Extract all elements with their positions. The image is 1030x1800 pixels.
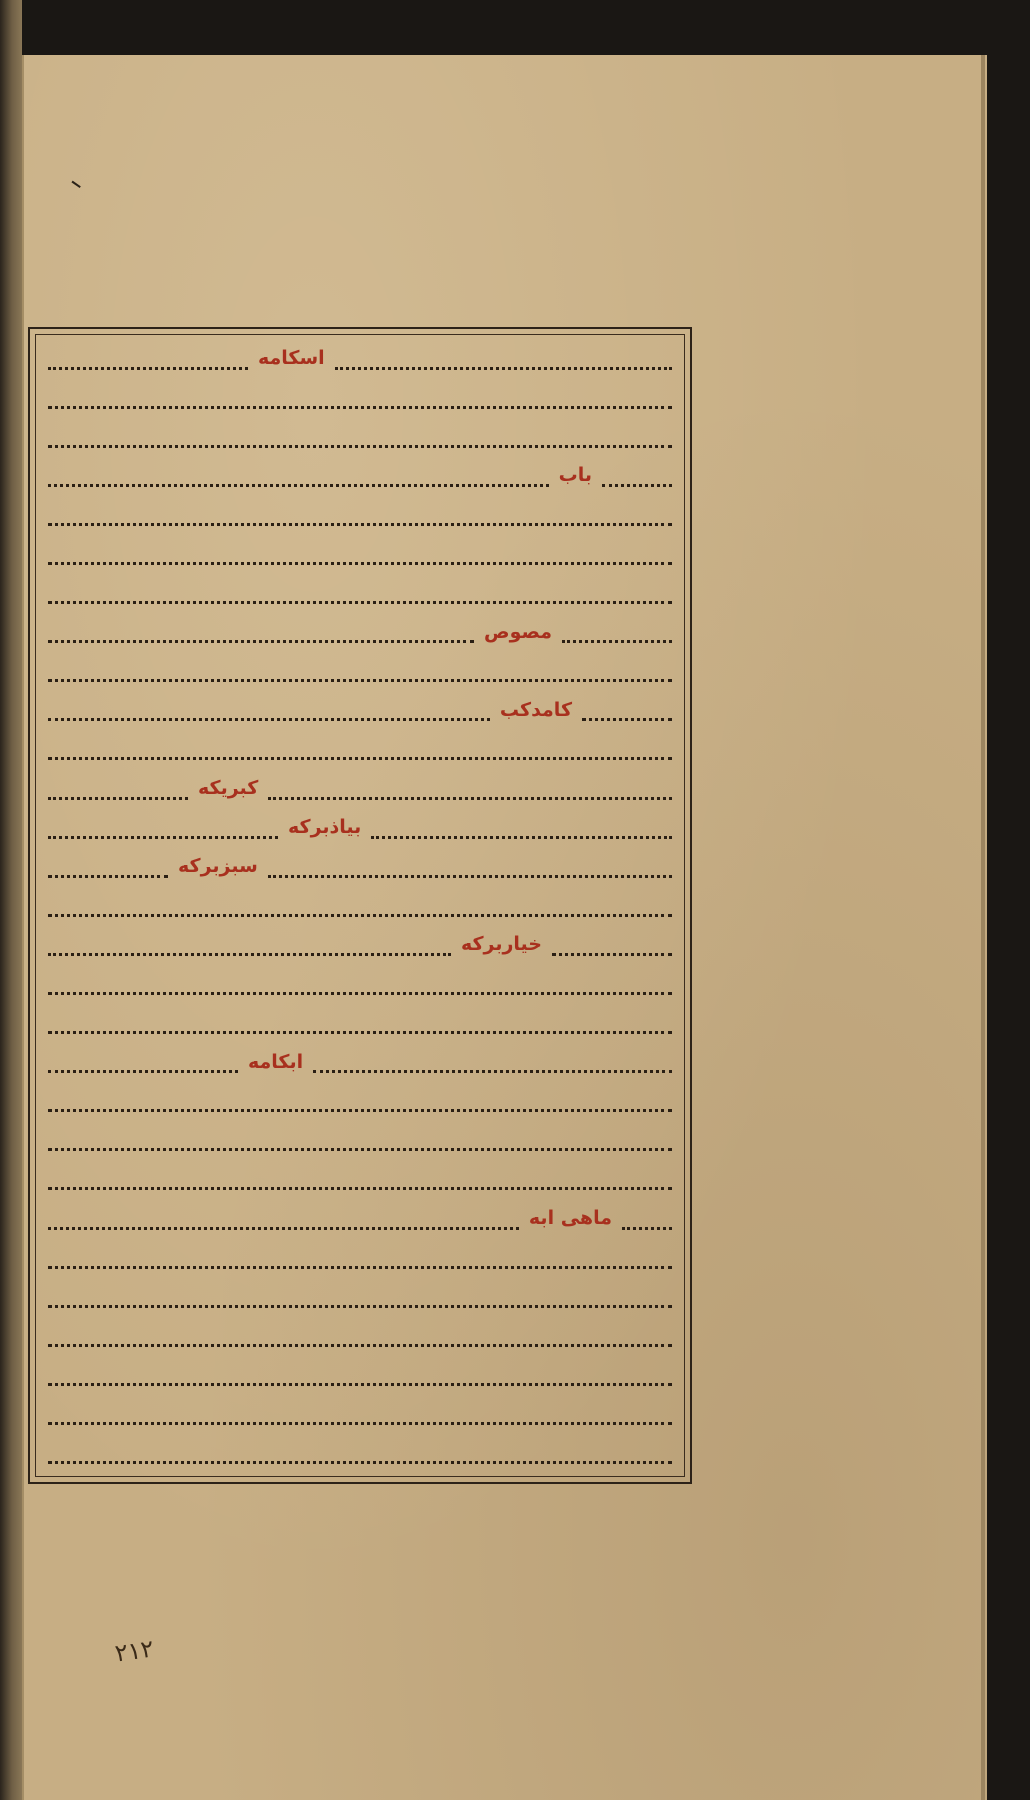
text-line xyxy=(48,380,672,414)
text-line xyxy=(48,1084,672,1118)
text-line xyxy=(48,693,672,727)
rubric-heading: کبریکه xyxy=(198,777,259,800)
text-line xyxy=(48,967,672,1001)
book-gutter xyxy=(0,0,22,1800)
text-block-inner-rule xyxy=(35,334,685,1477)
text-line xyxy=(48,615,672,649)
rubric-heading: خیاربرکه xyxy=(460,933,542,956)
text-line xyxy=(48,1162,672,1196)
text-lines xyxy=(48,341,672,1470)
page-edge xyxy=(981,55,985,1800)
rubric-heading: اسکامه xyxy=(258,347,325,369)
text-line xyxy=(48,888,672,922)
rubric-heading: ابکامه xyxy=(248,1050,304,1073)
text-line xyxy=(48,1318,672,1352)
text-line xyxy=(48,927,672,961)
text-line xyxy=(48,1045,672,1079)
text-line xyxy=(48,1279,672,1313)
text-line xyxy=(48,1357,672,1391)
text-line xyxy=(48,1201,672,1235)
text-line xyxy=(48,341,672,375)
folio-number: ٢١٢ xyxy=(113,1634,156,1668)
text-line xyxy=(48,654,672,688)
rubric-heading: کامدکب xyxy=(499,698,572,721)
rubric-heading: سبزبرکه xyxy=(178,855,258,878)
text-line xyxy=(48,771,672,805)
text-line xyxy=(48,1006,672,1040)
text-line xyxy=(48,576,672,610)
text-block-frame xyxy=(28,327,692,1484)
rubric-heading: مصوص xyxy=(484,620,552,643)
rubric-heading: باب xyxy=(558,464,592,487)
text-line xyxy=(48,497,672,531)
text-line xyxy=(48,536,672,570)
text-line xyxy=(48,419,672,453)
text-line xyxy=(48,1123,672,1157)
rubric-heading: بیاذبرکه xyxy=(288,816,362,839)
text-line xyxy=(48,849,672,883)
rubric-heading: ماهی ابه xyxy=(528,1207,612,1230)
text-line xyxy=(48,1436,672,1470)
text-line xyxy=(48,732,672,766)
text-line xyxy=(48,458,672,492)
text-line xyxy=(48,1397,672,1431)
text-line xyxy=(48,1240,672,1274)
text-line xyxy=(48,810,672,844)
